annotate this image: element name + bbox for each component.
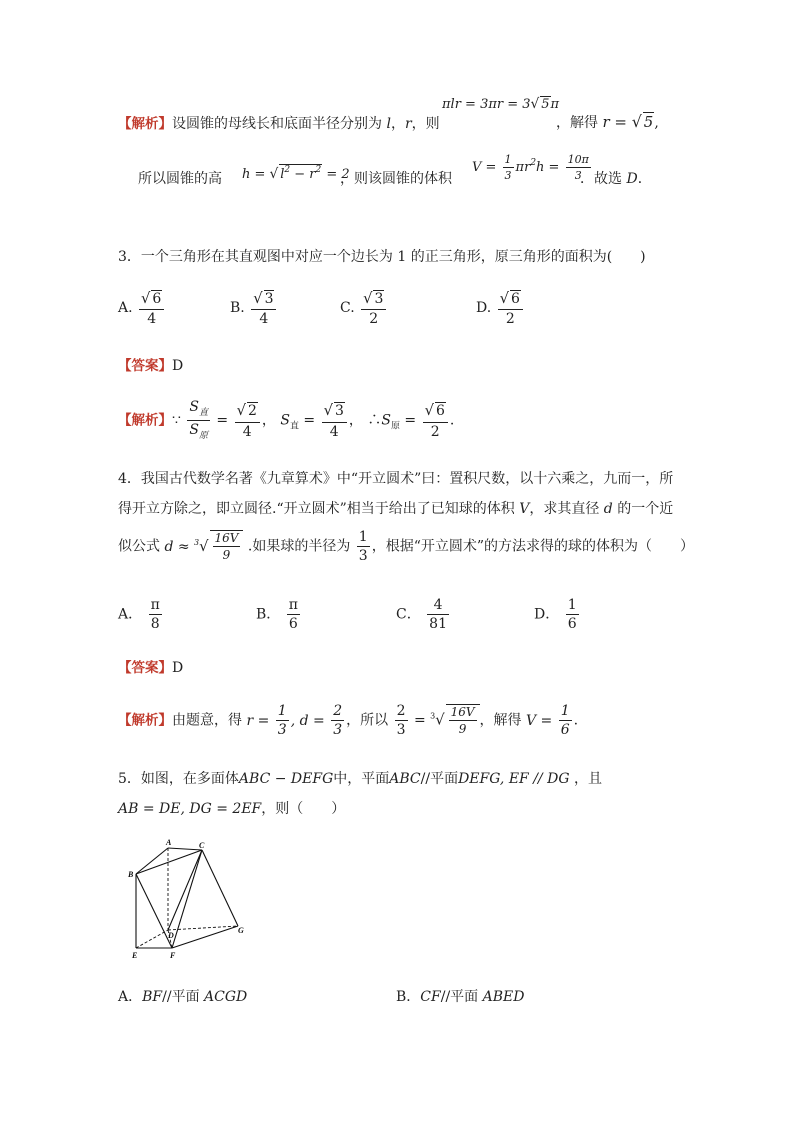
equation-lateral-area: πlr = 3πr = 3√ 5π [442, 96, 560, 112]
vertex-label-b: B [128, 870, 134, 879]
q4-option-b[interactable]: B． $\frac{\pi}{6}$ [256, 597, 298, 632]
analysis-solve: ，解得 r = √ 5, [556, 112, 659, 131]
height-equation: h = √ $l^2 - r^2 = 2$ [242, 165, 350, 182]
q4-option-d[interactable]: D． $\frac{1}{6}$ [534, 597, 577, 632]
q4-line-2: 得开立方除之，即立圆径.“开立圆术”相当于给出了已知球的体积 V，求其直径 d 的一个近 [118, 501, 674, 517]
vertex-label-d: D [168, 931, 174, 940]
q3-analysis: 【解析】∵ $\frac{S_直}{S_原}$ = $\frac{√ 2}{4}$ ， $S_直$ = $\frac{√ 3}{4}$ ， $\therefore S_原$ = $\frac{√ 6}{2}$ . [118, 399, 455, 441]
q3-option-b[interactable]: B. $\frac{√ 3}{4}$ [230, 290, 278, 326]
q3-stem: 3．一个三角形在其直观图中对应一个边长为 1 的正三角形，原三角形的面积为( ) [118, 249, 646, 265]
q4-option-c[interactable]: C． $\frac{4}{81}$ [396, 597, 447, 632]
q5-option-a[interactable]: A．BF//平面 ACGD [118, 989, 248, 1005]
vertex-label-a: A [166, 838, 172, 847]
q4-answer: 【答案】D [118, 660, 184, 676]
q5-line-1: 5．如图，在多面体ABC − DEFG中，平面ABC//平面DEFG, EF // DG ，且 [118, 771, 602, 787]
vertex-label-e: E [132, 951, 138, 960]
analysis-line-1: 【解析】设圆锥的母线长和底面半径分别为 l，r，则 [118, 116, 440, 132]
q3-option-a[interactable]: A. $\frac{√ 6}{4}$ [118, 290, 166, 326]
analysis-line-2: 所以圆锥的高 [138, 171, 222, 187]
q5-option-b[interactable]: B．CF//平面 ABED [396, 989, 525, 1005]
polyhedron-figure [120, 836, 256, 964]
vertex-label-g: G [238, 926, 244, 935]
q4-option-a[interactable]: A． $\frac{\pi}{8}$ [118, 597, 160, 632]
q4-line-1: 4．我国古代数学名著《九章算术》中“开立圆术”曰：置积尺数，以十六乘之，九而一，所 [118, 471, 674, 487]
q5-line-2: AB = DE, DG = 2EF，则（ ） [118, 801, 346, 817]
q4-analysis: 【解析】由题意，得 r = $\frac{1}{3}$ , d = $\frac{2}{3}$ ，所以 $\frac{2}{3}$ = $^3$√ $\frac{16V}{9}$ ，解得 V = $\frac{1}{6}$ . [118, 703, 579, 738]
analysis-choose: ．故选 D． [580, 171, 652, 187]
analysis-tag: 【解析】 [118, 116, 172, 132]
vertex-label-f: F [170, 951, 176, 960]
q3-answer: 【答案】D [118, 358, 184, 374]
q3-option-d[interactable]: D. $\frac{√ 6}{2}$ [476, 290, 525, 326]
q4-line-3: 似公式 d ≈ $^3$√ $\frac{16V}{9}$ .如果球的半径为 $\frac{1}{3}$ ，根据“开立圆术”的方法求得的球的体积为（ ） [118, 529, 695, 564]
volume-equation: V = $\frac{1}{3}$ $\pi r^2h$ = $\frac{10\pi}{3}$ [472, 153, 589, 182]
analysis-line-2-mid: ，则该圆锥的体积 [340, 171, 452, 187]
vertex-label-c: C [199, 841, 205, 850]
q3-option-c[interactable]: C. $\frac{√ 3}{2}$ [340, 290, 388, 326]
